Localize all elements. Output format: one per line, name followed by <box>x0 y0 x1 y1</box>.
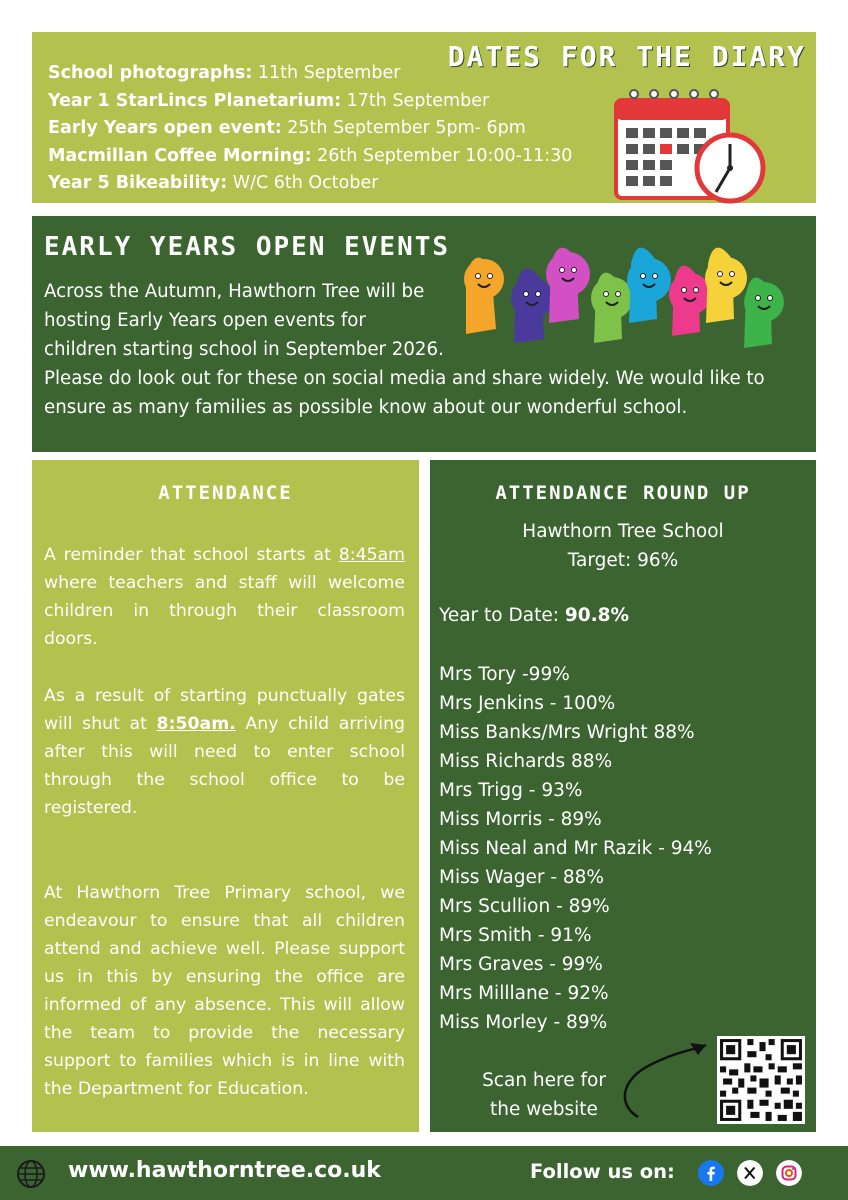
qr-code[interactable] <box>717 1036 805 1124</box>
list-item: Miss Neal and Mr Razik - 94% <box>439 838 712 859</box>
attendance-paragraph-support: At Hawthorn Tree Primary school, we endeavour to ensure that all children attend and achieve well. Please support us in this by ensuring the office are informed of any absence. This will allow the team to provide the necessary support to families which is in line with the Department for Education. <box>44 883 405 1099</box>
list-item: Miss Richards 88% <box>439 751 613 772</box>
roundup-title: ATTENDANCE ROUND UP <box>495 482 751 504</box>
list-item: Miss Morley - 89% <box>439 1012 608 1033</box>
footer-bar <box>0 1146 848 1200</box>
calendar-clock-icon <box>612 84 772 204</box>
list-item: Mrs Tory -99% <box>439 664 570 685</box>
attendance-roundup-panel <box>430 460 816 1132</box>
dates-panel <box>32 32 816 203</box>
list-item: Mrs Jenkins - 100% <box>439 693 616 714</box>
gate-time: 8:50am. <box>156 714 236 734</box>
early-years-panel <box>32 216 816 452</box>
list-item: Mrs Smith - 91% <box>439 925 592 946</box>
globe-icon <box>16 1159 46 1189</box>
attendance-title: ATTENDANCE <box>158 482 293 504</box>
list-item: Mrs Scullion - 89% <box>439 896 610 917</box>
roundup-school: Hawthorn Tree School <box>522 521 724 542</box>
date-item: Year 5 Bikeability: W/C 6th October <box>48 173 379 194</box>
year-to-date: Year to Date: 90.8% <box>439 605 630 626</box>
attendance-paragraph-gates: As a result of starting punctually gates will shut at 8:50am. Any child arriving after this will need to enter school through the school office to be registered. <box>44 686 405 818</box>
scan-caption: Scan here for the website <box>482 1070 606 1120</box>
facebook-icon[interactable] <box>698 1160 724 1186</box>
date-item: Macmillan Coffee Morning: 26th September 10:00-11:30 <box>48 145 573 166</box>
list-item: Mrs Graves - 99% <box>439 954 603 975</box>
arrow-icon <box>610 1035 720 1120</box>
website-link[interactable]: www.hawthorntree.co.uk <box>68 1158 381 1183</box>
start-time: 8:45am <box>338 545 405 565</box>
attendance-panel <box>32 460 419 1132</box>
follow-label: Follow us on: <box>530 1160 675 1183</box>
dates-list <box>48 60 572 198</box>
dates-title: DATES FOR THE DIARY <box>447 40 806 73</box>
instagram-icon[interactable] <box>776 1160 802 1186</box>
x-icon[interactable] <box>737 1160 763 1186</box>
date-item: Year 1 StarLincs Planetarium: 17th September <box>48 90 490 111</box>
list-item: Miss Morris - 89% <box>439 809 602 830</box>
list-item: Miss Wager - 88% <box>439 867 604 888</box>
attendance-paragraph-start: A reminder that school starts at 8:45am where teachers and staff will welcome children in through their classroom doors. <box>44 545 405 649</box>
list-item: Mrs Milllane - 92% <box>439 983 609 1004</box>
list-item: Mrs Trigg - 93% <box>439 780 583 801</box>
date-item: School photographs: 11th September <box>48 63 401 83</box>
date-item: Early Years open event: 25th September 5pm- 6pm <box>48 118 526 139</box>
list-item: Miss Banks/Mrs Wright 88% <box>439 722 695 743</box>
class-attendance-list <box>439 660 712 1037</box>
roundup-target: Target: 96% <box>567 550 679 571</box>
early-years-title: EARLY YEARS OPEN EVENTS <box>44 232 451 262</box>
early-years-text: Across the Autumn, Hawthorn Tree will be hosting Early Years open events for children starting school in September 2026. Please do look out for these on social media and share widely. We would like to ensure as many families as possible know about our wonderful school. <box>44 281 765 418</box>
